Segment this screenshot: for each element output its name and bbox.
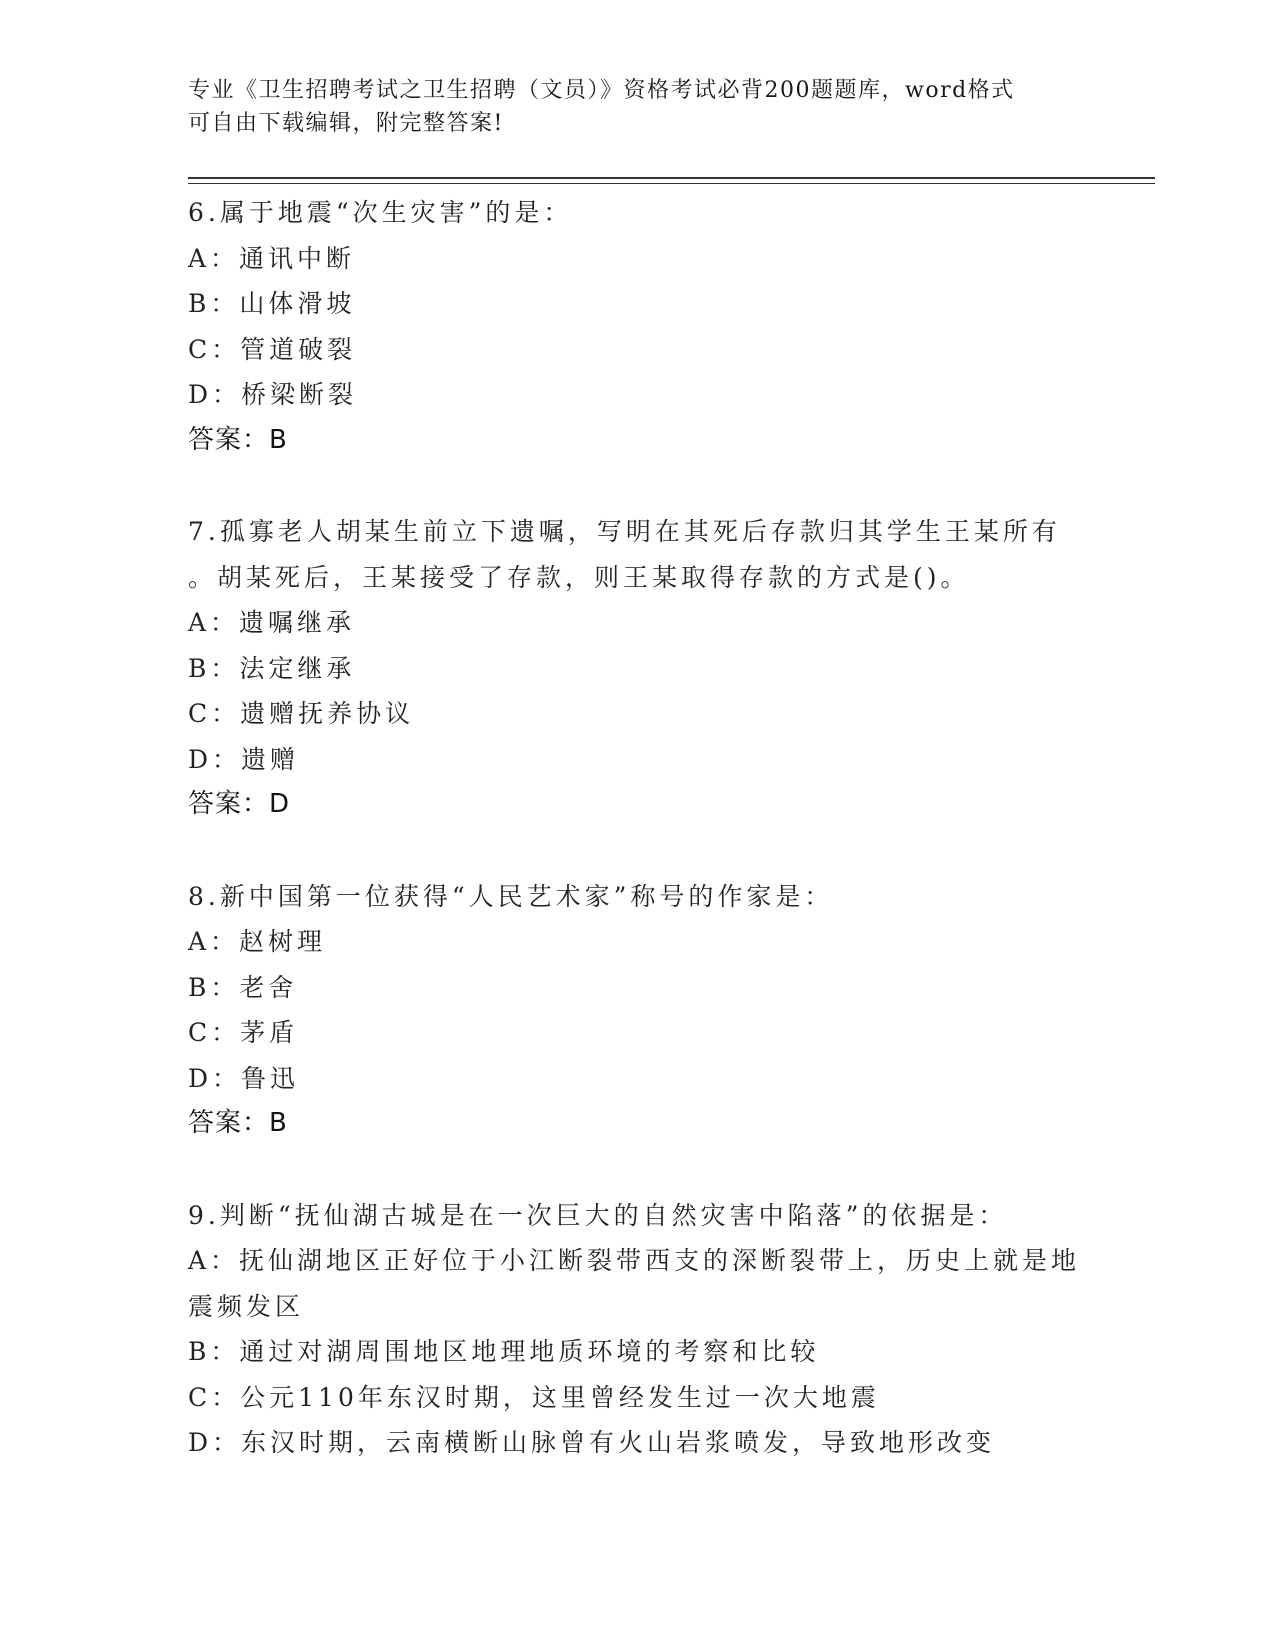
- option-c: C：遗赠抚养协议: [188, 699, 415, 728]
- option-b: B：老舍: [188, 972, 298, 1002]
- option-b: B：山体滑坡: [188, 289, 356, 318]
- option-b: B：通过对湖周围地区地理地质环境的考察和比较: [188, 1337, 820, 1366]
- question-stem: 7.孤寡老人胡某生前立下遗嘱，写明在其死后存款归其学生王某所有: [188, 517, 1061, 546]
- option-d: D：鲁迅: [188, 1063, 300, 1093]
- option-d: D：东汉时期，云南横断山脉曾有火山岩浆喷发，导致地形改变: [188, 1428, 996, 1457]
- option-c: C：管道破裂: [188, 334, 357, 364]
- answer-label: 答案：B: [188, 1108, 288, 1138]
- option-a-continued: 震频发区: [188, 1291, 305, 1321]
- question-spacer: [188, 463, 1088, 509]
- header-divider-thin: [188, 183, 1155, 184]
- header-line-1: 专业《卫生招聘考试之卫生招聘（文员）》资格考试必背200题题库，word格式: [188, 78, 1015, 103]
- question-stem-continued: 。胡某死后，王某接受了存款，则王某取得存款的方式是()。: [188, 562, 970, 592]
- question-spacer: [188, 828, 1088, 874]
- header-divider-thick: [188, 177, 1155, 179]
- question-list: [188, 190, 1088, 1466]
- question-9: [188, 1193, 1088, 1466]
- answer-label: 答案：B: [188, 424, 288, 455]
- header-line-2: 可自由下载编辑，附完整答案!: [188, 111, 504, 136]
- question-stem: 6.属于地震“次生灾害”的是：: [188, 198, 573, 227]
- option-a: A：遗嘱继承: [188, 608, 356, 637]
- document-header: [188, 74, 1088, 140]
- question-6: [188, 190, 1088, 463]
- option-c: C：茅盾: [188, 1018, 299, 1047]
- question-8: [188, 874, 1088, 1147]
- option-c: C：公元110年东汉时期，这里曾经发生过一次大地震: [188, 1382, 880, 1412]
- option-d: D：桥梁断裂: [188, 380, 358, 409]
- option-a: A：抚仙湖地区正好位于小江断裂带西支的深断裂带上，历史上就是地: [188, 1246, 1081, 1275]
- option-a: A：赵树理: [188, 927, 327, 956]
- question-stem: 9.判断“抚仙湖古城是在一次巨大的自然灾害中陷落”的依据是：: [188, 1200, 1008, 1230]
- question-stem: 8.新中国第一位获得“人民艺术家”称号的作家是：: [188, 881, 834, 911]
- question-7: [188, 509, 1088, 828]
- question-spacer: [188, 1147, 1088, 1193]
- option-b: B：法定继承: [188, 653, 356, 683]
- option-d: D：遗赠: [188, 744, 300, 774]
- answer-label: 答案：D: [188, 789, 291, 819]
- option-a: A：通讯中断: [188, 243, 356, 273]
